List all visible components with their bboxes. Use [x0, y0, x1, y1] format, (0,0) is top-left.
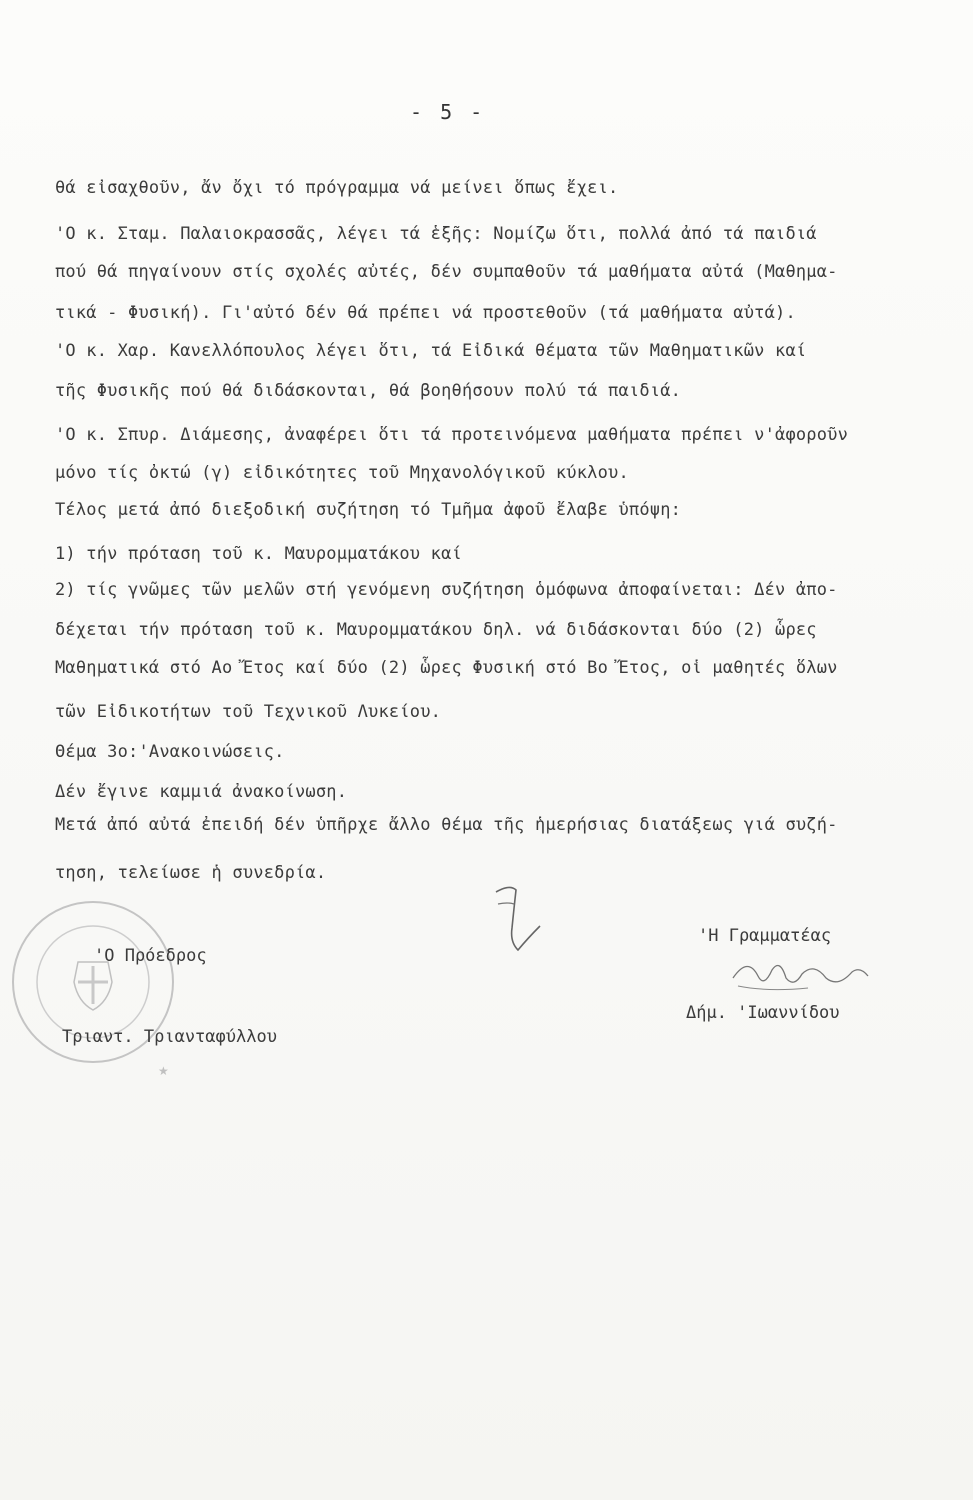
text-line: Δέν ἔγινε καμμιά ἀνακοίνωση.: [55, 782, 348, 802]
secretary-name: Δήμ. 'Ιωαννίδου: [686, 1003, 840, 1023]
text-line: δέχεται τήν πρόταση τοῦ κ. Μαυρομματάκου δηλ. νά διδάσκονται δύο (2) ὧρες: [55, 620, 817, 640]
text-line: 'Ο κ. Σταμ. Παλαιοκρασσᾶς, λέγει τά ἑξῆς: Νομίζω ὅτι, πολλά ἀπό τά παιδιά: [55, 224, 817, 244]
text-line: 'Ο κ. Σπυρ. Διάμεσης, ἀναφέρει ὅτι τά προτεινόμενα μαθήματα πρέπει ν'ἀφοροῦν: [55, 425, 849, 445]
text-line: τῶν Εἰδικοτήτων τοῦ Τεχνικοῦ Λυκείου.: [55, 702, 442, 722]
text-line: 'Ο κ. Χαρ. Κανελλόπουλος λέγει ὅτι, τά Εἰδικά θέματα τῶν Μαθηματικῶν καί: [55, 341, 807, 361]
text-line: πού θά πηγαίνουν στίς σχολές αὐτές, δέν συμπαθοῦν τά μαθήματα αὐτά (Μαθημα-: [55, 262, 838, 282]
text-line: 1) τήν πρόταση τοῦ κ. Μαυρομματάκου καί: [55, 544, 462, 564]
handwritten-initial-mark: [488, 880, 558, 960]
text-line: θά εἰσαχθοῦν, ἄν ὄχι τό πρόγραμμα νά μείνει ὅπως ἔχει.: [55, 178, 619, 198]
text-line: μόνο τίς ὀκτώ (γ) εἰδικότητες τοῦ Μηχανολόγικοῦ κύκλου.: [55, 463, 629, 483]
handwritten-signature: [728, 948, 878, 998]
svg-text:★: ★: [158, 1064, 169, 1078]
official-seal-stamp: [8, 870, 183, 1095]
text-line: Μετά ἀπό αὐτά ἐπειδή δέν ὑπῆρχε ἄλλο θέμα τῆς ἡμερήσιας διατάξεως γιά συζή-: [55, 815, 838, 835]
text-line: τῆς Φυσικῆς πού θά διδάσκονται, θά βοηθήσουν πολύ τά παιδιά.: [55, 381, 682, 401]
secretary-title: 'Η Γραμματέας: [698, 926, 832, 946]
president-title: 'Ο Πρόεδρος: [94, 946, 207, 966]
text-line: Μαθηματικά στό Αο Ἔτος καί δύο (2) ὧρες Φυσική στό Βο Ἔτος, οἱ μαθητές ὅλων: [55, 658, 838, 678]
text-line: Θέμα 3ο:'Ανακοινώσεις.: [55, 742, 285, 762]
text-line: Τέλος μετά ἀπό διεξοδική συζήτηση τό Τμῆμα ἀφοῦ ἔλαβε ὑπόψη:: [55, 500, 682, 520]
president-name: Τριαντ. Τριανταφύλλου: [62, 1027, 277, 1047]
text-line: 2) τίς γνῶμες τῶν μελῶν στή γενόμενη συζήτηση ὁμόφωνα ἀποφαίνεται: Δέν ἀπο-: [55, 580, 838, 600]
text-line: τηση, τελείωσε ἡ συνεδρία.: [55, 863, 327, 883]
text-line: τικά - Φυσική). Γι'αὐτό δέν θά πρέπει νά προστεθοῦν (τά μαθήματα αὐτά).: [55, 303, 796, 323]
page-number: - 5 -: [410, 100, 486, 124]
